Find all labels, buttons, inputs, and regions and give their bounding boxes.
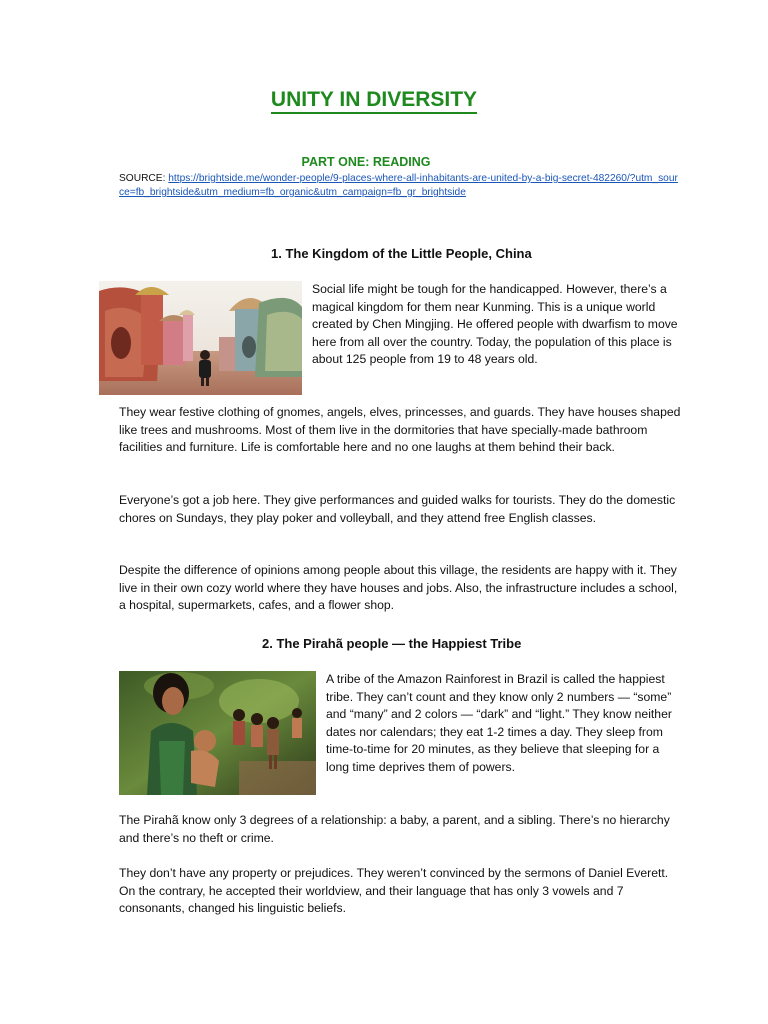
section1-paragraph-3: Despite the difference of opinions among people about this village, the residents are happy with it. They live in their own cozy world where they have houses and jobs. Also, the infrastructure includes a school, a hospital, supermarkets, cafes, and a flower shop. [119,563,678,613]
section1-intro: Social life might be tough for the handicapped. However, there’s a magical kingdom for them near Kunming. This is a unique world created by Chen Mingjing. He offered people with dwarfism to move here from all over the country. Today, the population of this place is about 125 people from 19 to 48 years old. [312,282,678,367]
section1-heading: 1. The Kingdom of the Little People, China [271,246,532,261]
piraha-tribe-photo [119,671,316,795]
source-line [119,172,679,200]
section2-intro: A tribe of the Amazon Rainforest in Brazil is called the happiest tribe. They can’t count and they know only 2 numbers — “some” and “many” and 2 colors — “dark” and “light.” They know neither dates nor calendars; they eat 1-2 times a day. They sleep from time-to-time for 20 minutes, as they believe that sleeping for a long time deprives them of powers. [326,672,672,774]
source-link[interactable]: https://brightside.me/wonder-people/9-places-where-all-inhabitants-are-united-by-a-big-secret-482260/?utm_source=fb_brightside&utm_medium=fb_organic&utm_campaign=fb_gr_brightside [119,173,678,198]
little-people-kingdom-photo [99,281,302,395]
part-heading: PART ONE: READING [301,155,431,169]
section2-paragraph-2: They don’t have any property or prejudices. They weren’t convinced by the sermons of Daniel Everett. On the contrary, he accepted their worldview, and their language that has only 3 vowels and 7 consonants, changed his linguistic beliefs. [119,866,669,916]
section1-paragraph-2: Everyone’s got a job here. They give performances and guided walks for tourists. They do the domestic chores on Sundays, they play poker and volleyball, and they attend free English classes. [119,493,676,525]
document-title: UNITY IN DIVERSITY [0,88,748,112]
source-label: SOURCE: [119,173,166,184]
section2-paragraph-1: The Pirahã know only 3 degrees of a relationship: a baby, a parent, and a sibling. There’s no hierarchy and there’s no theft or crime. [119,813,670,845]
section1-paragraph-1: They wear festive clothing of gnomes, angels, elves, princesses, and guards. They have houses shaped like trees and mushrooms. Most of them live in the dormitories that have specially-made bathroom facilities and furniture. Life is comfortable here and no one laughs at them behind their back. [119,405,681,455]
section2-heading: 2. The Pirahã people — the Happiest Tribe [262,636,522,651]
